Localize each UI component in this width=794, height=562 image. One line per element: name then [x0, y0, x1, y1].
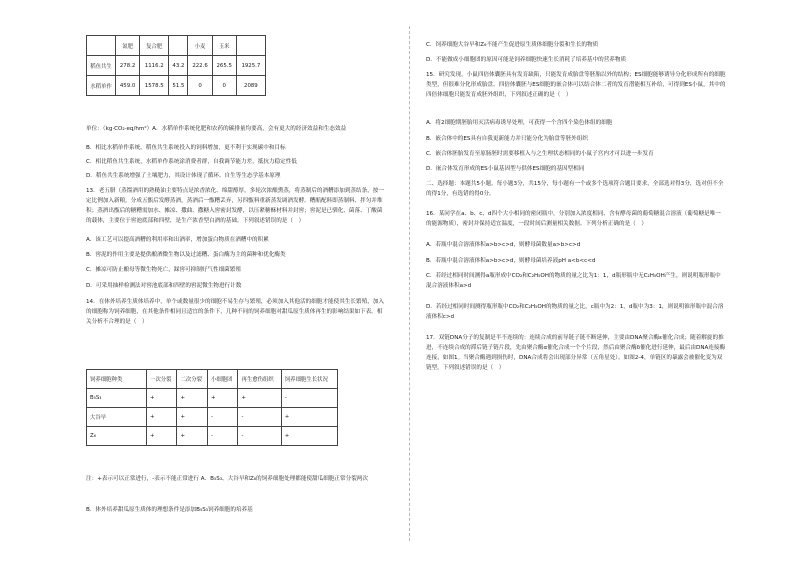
table-cell: Z₆ — [87, 427, 147, 446]
table-cell: + — [238, 389, 281, 408]
section-2-heading: 二、选择题：本题共5小题，每小题3分，共15分，每小题有一个或多个选项符合题目要求，全部选对得3分，选对但不全的得1分，有选错的得0分。 — [426, 181, 724, 197]
q12-option-b: B．相比水稻单作系统，稻鱼共生系统投入的饲料增加，更不利于实现碳中和目标 — [86, 145, 286, 151]
table-cell: 1578.5 — [140, 76, 169, 96]
table-cell: 265.5 — [212, 56, 236, 76]
question-13: 13．老五腊（蒸馏酒用的熟糙油主要特点是浓香浓化、绵甜醇厚，多轮次浓酿熏蒸，将蒸制后的酒糟添加到蒸结条，按一定比例加入新粮，分成五甑后发酵蒸酒，蒸酒后一甑糟丢弃，另四甑料重新蒸发调酒发酵。糟醅配料即蒸制料、拌匀并堆积；蒸酒出甑后的糖糟需加水、摊凉、撒曲、撒糖入窖密封发酵，以压紧糖酥材料并封窖；窖泥是已驯化、菌落、丁酸菌的载体，主要位于窖池底部和四壁，是生产浓香型白酒的基础。下列叙述错误的是（ ） — [86, 188, 384, 224]
table-cell: 饲养细胞生长状况 — [281, 370, 337, 389]
q16-option-c: C．若经过相同时间测得a瓶形成中CO₂和C₂H₅OH的物质的量之比为1：1，d瓶形瓶中无C₂H₅OH产生，则说明瓶形瓶中混合溶液体积a>d — [426, 273, 721, 289]
q15-option-a: A．将2细胞期胚胎用灭活病毒诱导处理，可获得一个含四个染色体组的细胞 — [426, 120, 613, 126]
table-row — [87, 408, 338, 427]
table-row — [87, 56, 266, 76]
table-row — [87, 76, 266, 96]
table-cell: 43.2 — [169, 56, 188, 76]
table-cell: - — [238, 427, 281, 446]
table-cell: + — [281, 408, 337, 427]
q13-option-b: B．窖泥的作用主要是提供酿酒微生物以及过滤糟、蛋白酶为主的菌种和优化酶类 — [86, 252, 286, 258]
table-cell: 459.0 — [116, 76, 140, 96]
table-cell: + — [177, 427, 207, 446]
table-cell: B₅S₃ — [87, 389, 147, 408]
column-divider — [409, 26, 410, 541]
left-column — [86, 0, 386, 562]
q12-option-c: C．相比稻鱼共生系统，水稻单作系统涂消费者群，自我调节能力差，抵抗力稳定性低 — [86, 159, 297, 165]
table-cell: 0 — [188, 76, 212, 96]
q13-option-d: D．可采用抽样检测法对窖池底部和四壁的窖泥微生物进行计数 — [86, 283, 242, 289]
table-cell: + — [147, 427, 177, 446]
q15-option-c: C．嵌合体胚胎发育至原肠胚时需要移植入与之生理状态相同的小鼠子宫内才可以进一步发育 — [426, 151, 654, 157]
q13-option-a: A．该工艺可以提高酒糟的利用率和出酒率，增加蛋白物质在酒糟中的积累 — [86, 237, 269, 243]
table-cell: + — [207, 389, 237, 408]
table-cell: 51.5 — [169, 76, 188, 96]
table-row — [87, 389, 338, 408]
table-cell: + — [147, 408, 177, 427]
table-cell: 水稻单作 — [87, 76, 116, 96]
q14-option-d: D．不能做成小细胞团的原因可能是饲养细胞快速生长消耗了培养基中的营养物质 — [426, 57, 627, 63]
table-cell: 278.2 — [116, 56, 140, 76]
q14-option-b: B．体外培养甜瓜原生质体的理想条件是添加B₅S₃饲养细胞的培养基 — [86, 507, 253, 513]
table-cell — [169, 36, 188, 56]
table-header-row — [87, 370, 338, 389]
table-cell: 小细胞团 — [207, 370, 237, 389]
table-cell: 1116.2 — [140, 56, 169, 76]
q13-option-c: C．摊凉可防止酿母等微生物死亡，踩窖可抑制好气性细菌繁殖 — [86, 267, 241, 273]
table-cell: + — [147, 389, 177, 408]
q16-option-a: A．若瓶中混合溶液体积a>b>c>d，则酵母菌数量a>b>c>d — [426, 242, 581, 248]
q12-option-d: D．稻鱼共生系统增强了土壤肥力，其设计体现了循环、自生等生态学基本原理 — [86, 173, 281, 179]
table-cell — [87, 36, 116, 56]
q16-option-d: D．若经过相同时间测得瓶形瓶中CO₂和C₂H₅OH的物质的量之比，c瓶中为2：1，d瓶中为3：1，则说明锥形瓶中混合溶液体积c>d — [426, 304, 724, 320]
q16-option-b: B．若瓶中混合溶液体积a>b>c>d，则酵母菌培养液pH a<b<c<d — [426, 258, 596, 264]
right-column — [426, 0, 726, 562]
table-cell: - — [238, 408, 281, 427]
table-cell: 2089 — [236, 76, 265, 96]
question-15: 15．研究发现，小鼠四倍体囊胚具有发育缺陷，只能发育成胎盘等胚胎以外的结构；ES细胞能够诱导分化形成所有的细胞类型，但很难分化形成胎盘。四倍体囊胚与ES细胞的嵌合体可以结合体二者的发育潜能相互补给，可得到ES小鼠，其中的四倍体细胞只能发育成胚外组织，下列叙述正确的是（ ） — [426, 72, 726, 98]
table-cell: 222.6 — [188, 56, 212, 76]
table-cell: - — [281, 389, 337, 408]
q15-option-d: D．嵌合体发育形成的ES小鼠基因型与供体ES细胞的基因型相同 — [426, 166, 585, 172]
table-cell: 大谷早 — [87, 408, 147, 427]
table-cell — [236, 36, 265, 56]
table-cell: - — [207, 408, 237, 427]
table-cell: 小麦 — [188, 36, 212, 56]
table-cell: + — [281, 427, 337, 446]
unit-and-option-a: 单位：（kg·CO₂·eq/hm²）A．水稻单作系统化肥和农药的碳排量均要高，会有更大的经济效益和生态效益 — [86, 126, 347, 132]
table-cell: 稻鱼共生 — [87, 56, 116, 76]
table-cell: + — [177, 389, 207, 408]
table-cell: 饲养细胞种类 — [87, 370, 147, 389]
table-cell: 复合肥 — [140, 36, 169, 56]
question-16: 16．某同学在a、b、c、d四个大小相同的密闭瓶中，分别加入浓度相同、含有酵母菌的葡萄糖混合溶液（葡萄糖是唯一的能源物质），密封并保持适宜温度，一段时间后测量相关数据。下列分析正确的是（ ） — [426, 211, 721, 227]
table-note-and-option-a: 注：+表示可以正常进行，-表示不能正常进行 A．B₅S₃、大谷早和Z₆的饲养细胞处理都能使甜瓜细胞正常分裂两次 — [86, 476, 368, 482]
q15-option-b: B．嵌合体中的ES具有自我更新能力并只能分化为胎盘等胚外组织 — [426, 136, 588, 142]
feeder-cell-table — [86, 369, 338, 446]
table-cell: - — [207, 427, 237, 446]
table-cell: 0 — [212, 76, 236, 96]
table-cell: 1925.7 — [236, 56, 265, 76]
q14-option-c: C．饲养细胞大谷早和Z₆不能产生促进原生质体细胞分裂和生长的物质 — [426, 42, 599, 48]
table-row — [87, 427, 338, 446]
table-cell: 氮肥 — [116, 36, 140, 56]
table-cell: + — [177, 408, 207, 427]
question-14: 14．在体外培养生质体培养中，单个或数量很少的细胞不易生存与繁殖，必须加入其他活的细胞才能使其生长繁殖，加入的细胞称为饲养细胞，在其他条件相同且适宜的条件下，几种不同的饲养细胞对甜瓜原生质体再生的影响结果如下表。相关分析不合理的是（ ） — [86, 299, 384, 325]
table-cell: 玉米 — [212, 36, 236, 56]
table-header-row — [87, 36, 266, 56]
table-cell: 二次分裂 — [177, 370, 207, 389]
table-cell: 一次分裂 — [147, 370, 177, 389]
table-cell: 再生愈伤组织 — [238, 370, 281, 389]
emission-table — [86, 35, 266, 96]
question-17: 17．双链DNA分子的复制是半不连续的：连续合成的前导链子链不断延伸，主要由DNA聚合酶ε催化合成；随着解旋的推进，不连续合成的滞后链子链片段，先由聚合酶α催化合成一个个片段，然后由聚合酶δ催化进行延伸，最后由DNA连接酶连接，如图1。当聚合酶遇到损伤时，DNA合成将会出现部分异常（五角星处）。如图2-4，单链区的暴露会被催化变为双链型。下列叙述错误的是（ ） — [426, 335, 726, 371]
